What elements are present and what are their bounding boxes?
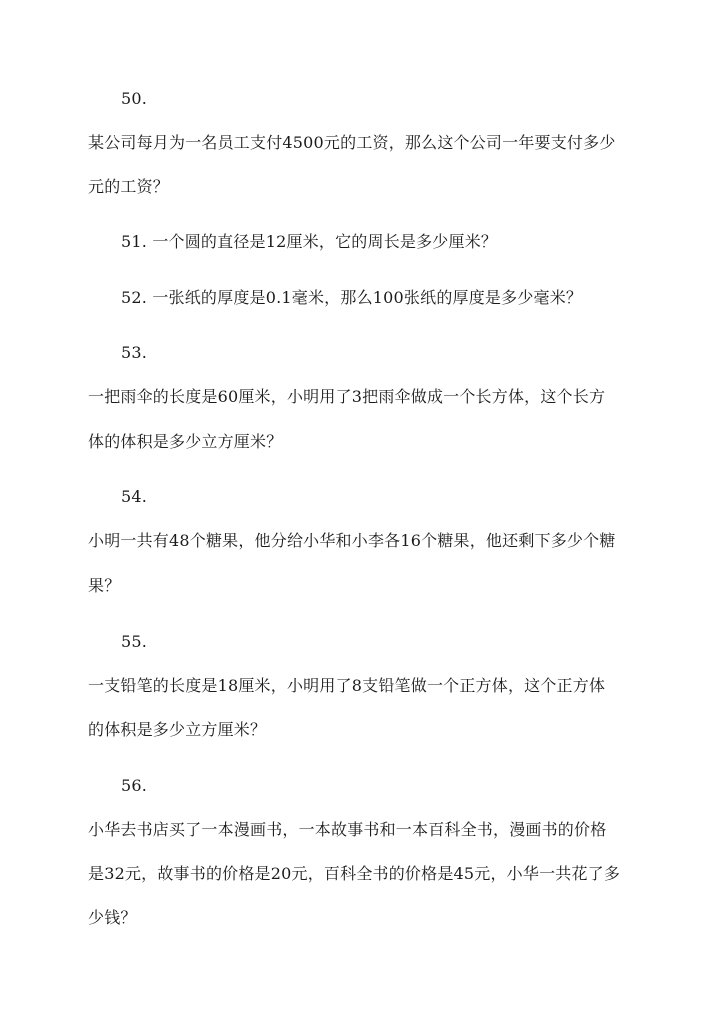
question-54-line-2: 果？: [88, 576, 121, 595]
question-55-number: 55.: [121, 632, 148, 651]
question-52: 52. 一张纸的厚度是0.1毫米，那么100张纸的厚度是多少毫米？: [121, 288, 583, 307]
question-56-number: 56.: [121, 776, 148, 795]
question-50-line-2: 元的工资？: [88, 177, 170, 196]
question-50-number: 50.: [121, 89, 148, 108]
question-50-line-1: 某公司每月为一名员工支付4500元的工资，那么这个公司一年要支付多少: [88, 133, 616, 152]
question-53-number: 53.: [121, 343, 148, 362]
question-56-line-1: 小华去书店买了一本漫画书，一本故事书和一本百科全书，漫画书的价格: [88, 820, 607, 839]
question-53-line-2: 体的体积是多少立方厘米？: [88, 432, 283, 451]
question-55-line-1: 一支铅笔的长度是18厘米，小明用了8支铅笔做一个正方体，这个正方体: [88, 676, 606, 695]
question-54-line-1: 小明一共有48个糖果，他分给小华和小李各16个糖果，他还剩下多少个糖: [88, 531, 616, 550]
question-56-line-3: 少钱？: [88, 908, 137, 927]
question-56-line-2: 是32元，故事书的价格是20元，百科全书的价格是45元，小华一共花了多: [88, 864, 621, 883]
question-53-line-1: 一把雨伞的长度是60厘米，小明用了3把雨伞做成一个长方体，这个长方: [88, 387, 606, 406]
question-54-number: 54.: [121, 487, 148, 506]
question-51: 51. 一个圆的直径是12厘米，它的周长是多少厘米？: [121, 232, 498, 251]
question-55-line-2: 的体积是多少立方厘米？: [88, 720, 267, 739]
